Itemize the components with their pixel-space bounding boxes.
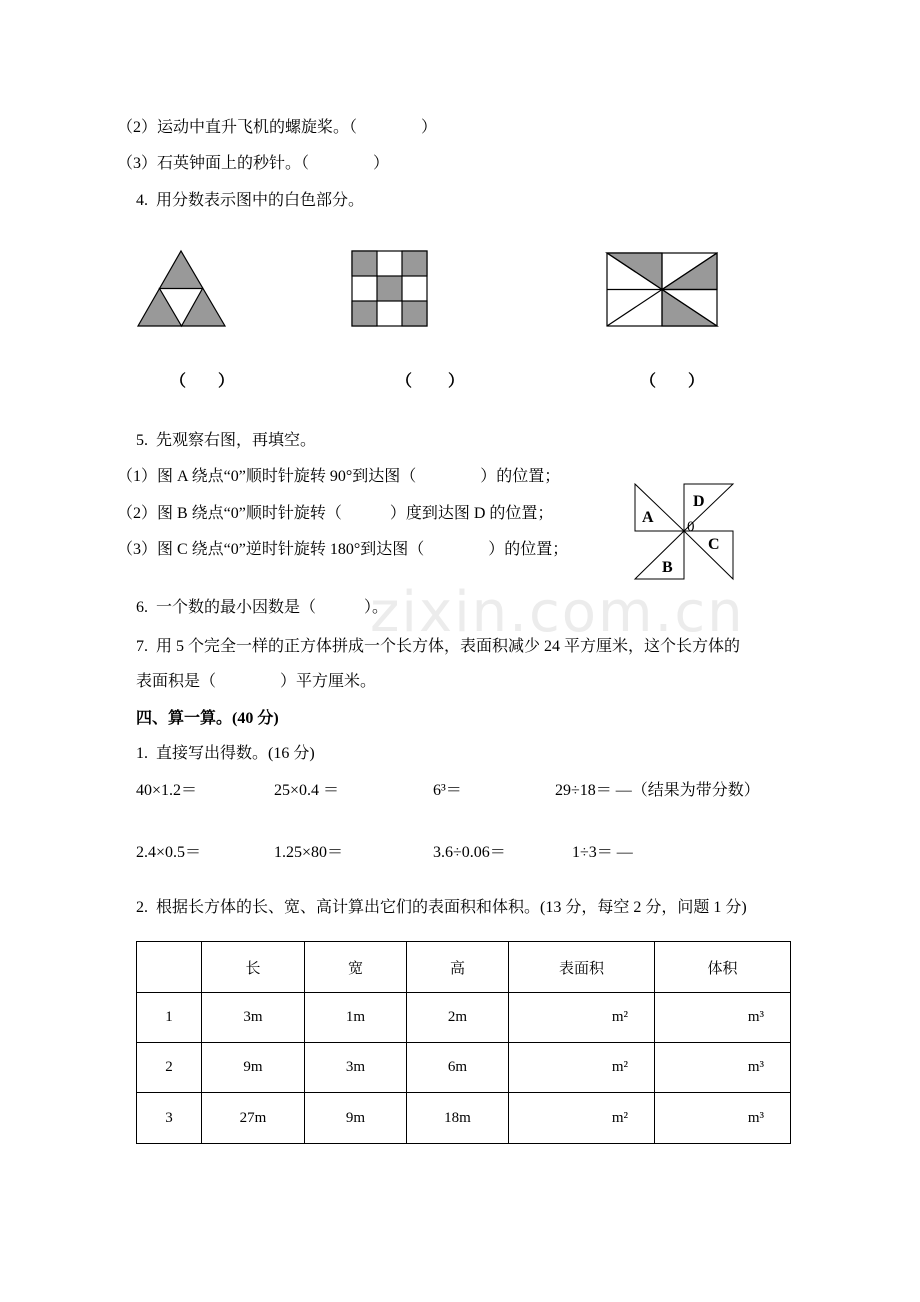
calc-item: 25×0.4 ＝ (274, 782, 340, 799)
table-header: 长 (202, 942, 305, 993)
q4-blank-1: （ ） (170, 373, 235, 390)
pinwheel-label-o: 0 (687, 519, 695, 535)
table-cell: m³ (655, 1043, 791, 1093)
table-cell: m³ (655, 1093, 791, 1144)
q7-prompt: 7. 用 5 个完全一样的正方体拼成一个长方体，表面积减少 24 平方厘米，这个长方体的 (136, 638, 741, 655)
table-cell: 3m (202, 993, 305, 1043)
calc-item: 29÷18＝ —（结果为带分数） (555, 782, 760, 799)
q6-prompt: 6. 一个数的最小因数是（ ）。 (136, 599, 389, 616)
table-cell: 6m (407, 1043, 509, 1093)
q4-blank-3: （ ） (640, 373, 705, 390)
table-cell: m² (509, 1093, 655, 1144)
table-cell: 3 (137, 1093, 202, 1144)
table-cell: m² (509, 993, 655, 1043)
calc-item: 6³＝ (433, 782, 462, 799)
q4-prompt: 4. 用分数表示图中的白色部分。 (136, 192, 365, 209)
table-cell: m³ (655, 993, 791, 1043)
table-cell: 2 (137, 1043, 202, 1093)
q3-item-3: （3）石英钟面上的秒针。（ ） (117, 155, 390, 172)
rectangle-figure (607, 253, 717, 326)
table-row (137, 1093, 791, 1144)
table-cell: 3m (305, 1043, 407, 1093)
calc-item: 3.6÷0.06＝ (433, 844, 506, 861)
table-cell: m² (509, 1043, 655, 1093)
pinwheel-label-b: B (662, 559, 673, 576)
table-cell: 9m (202, 1043, 305, 1093)
calc-item: 40×1.2＝ (136, 782, 198, 799)
table-row (137, 1043, 791, 1093)
pinwheel-label-a: A (642, 509, 654, 526)
table-cell: 18m (407, 1093, 509, 1144)
triangle-figure (138, 251, 225, 326)
pinwheel-label-d: D (693, 493, 705, 510)
q5-prompt: 5. 先观察右图，再填空。 (136, 432, 317, 449)
grid-figure (352, 251, 427, 326)
table-cell: 1 (137, 993, 202, 1043)
pinwheel-label-c: C (708, 536, 720, 553)
calc-item: 2.4×0.5＝ (136, 844, 202, 861)
q5-item-1: （1）图 A 绕点“0”顺时针旋转 90°到达图（ ）的位置； (117, 468, 561, 485)
q5-item-3: （3）图 C 绕点“0”逆时针旋转 180°到达图（ ）的位置； (117, 541, 569, 558)
table-header: 宽 (305, 942, 407, 993)
q7-prompt-cont: 表面积是（ ）平方厘米。 (136, 673, 377, 690)
calc-2-prompt: 2. 根据长方体的长、宽、高计算出它们的表面积和体积。(13 分，每空 2 分，问题 1 分) (136, 899, 747, 916)
watermark: zixin.com.cn (370, 580, 745, 645)
q5-item-2: （2）图 B 绕点“0”顺时针旋转（ ）度到达图 D 的位置； (117, 505, 554, 522)
calc-1-prompt: 1. 直接写出得数。(16 分) (136, 745, 315, 762)
q3-item-2: （2）运动中直升飞机的螺旋桨。（ ） (117, 119, 438, 136)
section-4-heading: 四、算一算。(40 分) (136, 710, 279, 727)
cuboid-table (136, 941, 791, 1144)
table-cell: 2m (407, 993, 509, 1043)
table-cell: 1m (305, 993, 407, 1043)
calc-item: 1÷3＝ — (572, 844, 633, 861)
table-cell: 9m (305, 1093, 407, 1144)
table-header (137, 942, 202, 993)
calc-item: 1.25×80＝ (274, 844, 344, 861)
table-header: 表面积 (509, 942, 655, 993)
table-header: 高 (407, 942, 509, 993)
table-cell: 27m (202, 1093, 305, 1144)
table-header-row (137, 942, 791, 993)
q4-blank-2: （ ） (396, 373, 465, 390)
pinwheel-figure (635, 484, 733, 579)
table-header: 体积 (655, 942, 791, 993)
table-row (137, 993, 791, 1043)
